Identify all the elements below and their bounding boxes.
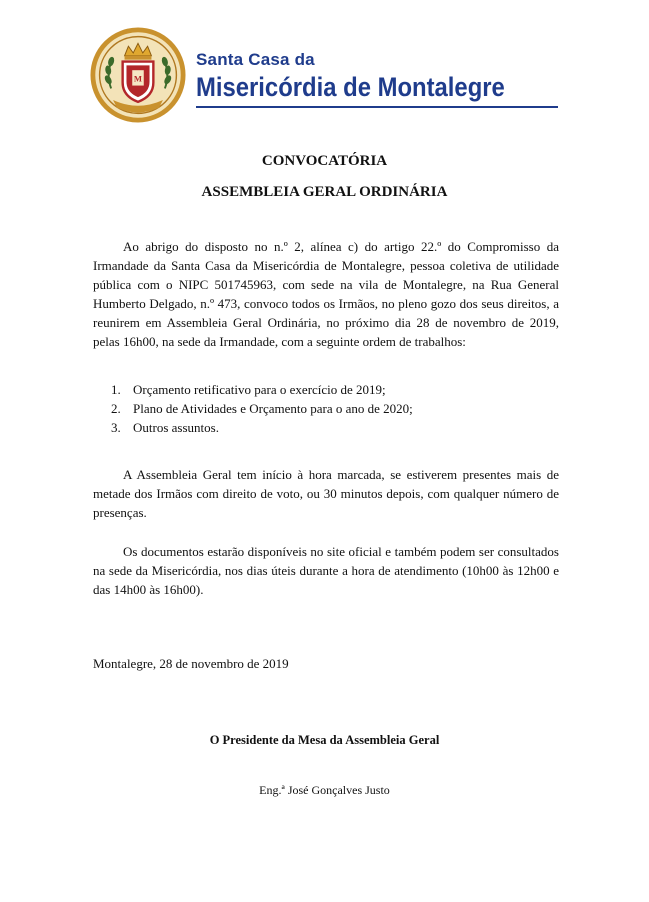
signatory-name: Eng.ª José Gonçalves Justo [259,783,390,797]
agenda-item-number: 2. [111,401,121,416]
intro-paragraph: Ao abrigo do disposto no n.º 2, alínea c) do artigo 22.º do Compromisso da Irmandade da Santa Casa da Misericórdia de Montalegre, pessoa coletiva de utilidade pública com o NIPC 501745963, com sede na vila de Montalegre, na Rua General Humberto Delgado, n.º 473, convoco todos os Irmãos, no pleno gozo dos seus direitos, a reunirem em Assembleia Geral Ordinária, no próximo dia 28 de novembro de 2019, pelas 16h00, na sede da Irmandade, com a seguinte ordem de trabalhos: [93,239,559,349]
agenda-item [93,399,413,418]
place-date: Montalegre, 28 de novembro de 2019 [93,656,289,671]
quorum-paragraph: A Assembleia Geral tem início à hora marcada, se estiverem presentes mais de metade dos Irmãos com direito de voto, ou 30 minutos depois, com qualquer número de presenças. [93,467,559,520]
brand-name-line1: Santa Casa da [196,50,315,69]
signatory-role: O Presidente da Mesa da Assembleia Geral [209,733,440,747]
document-subtitle: ASSEMBLEIA GERAL ORDINÁRIA [201,184,448,200]
document-title: CONVOCATÓRIA [261,153,388,169]
agenda-item-number: 3. [111,420,121,435]
agenda-item [93,380,413,399]
brand-underline [196,106,558,108]
agenda-list [93,380,413,437]
documents-paragraph: Os documentos estarão disponíveis no site oficial e também podem ser consultados na sede da Misericórdia, nos dias úteis durante a hora de atendimento (10h00 às 12h00 e das 14h00 às 16h00). [93,544,559,597]
brand-name-line2: Misericórdia de Montalegre [196,72,505,102]
agenda-item-text: Plano de Atividades e Orçamento para o ano de 2020; [133,401,413,416]
agenda-item-text: Outros assuntos. [133,420,219,435]
svg-text:M: M [133,73,143,84]
agenda-item-number: 1. [111,382,121,397]
agenda-item [93,418,413,437]
misericordia-seal-logo [90,27,186,123]
agenda-item-text: Orçamento retificativo para o exercício de 2019; [133,382,386,397]
brand-wordmark [196,50,566,102]
